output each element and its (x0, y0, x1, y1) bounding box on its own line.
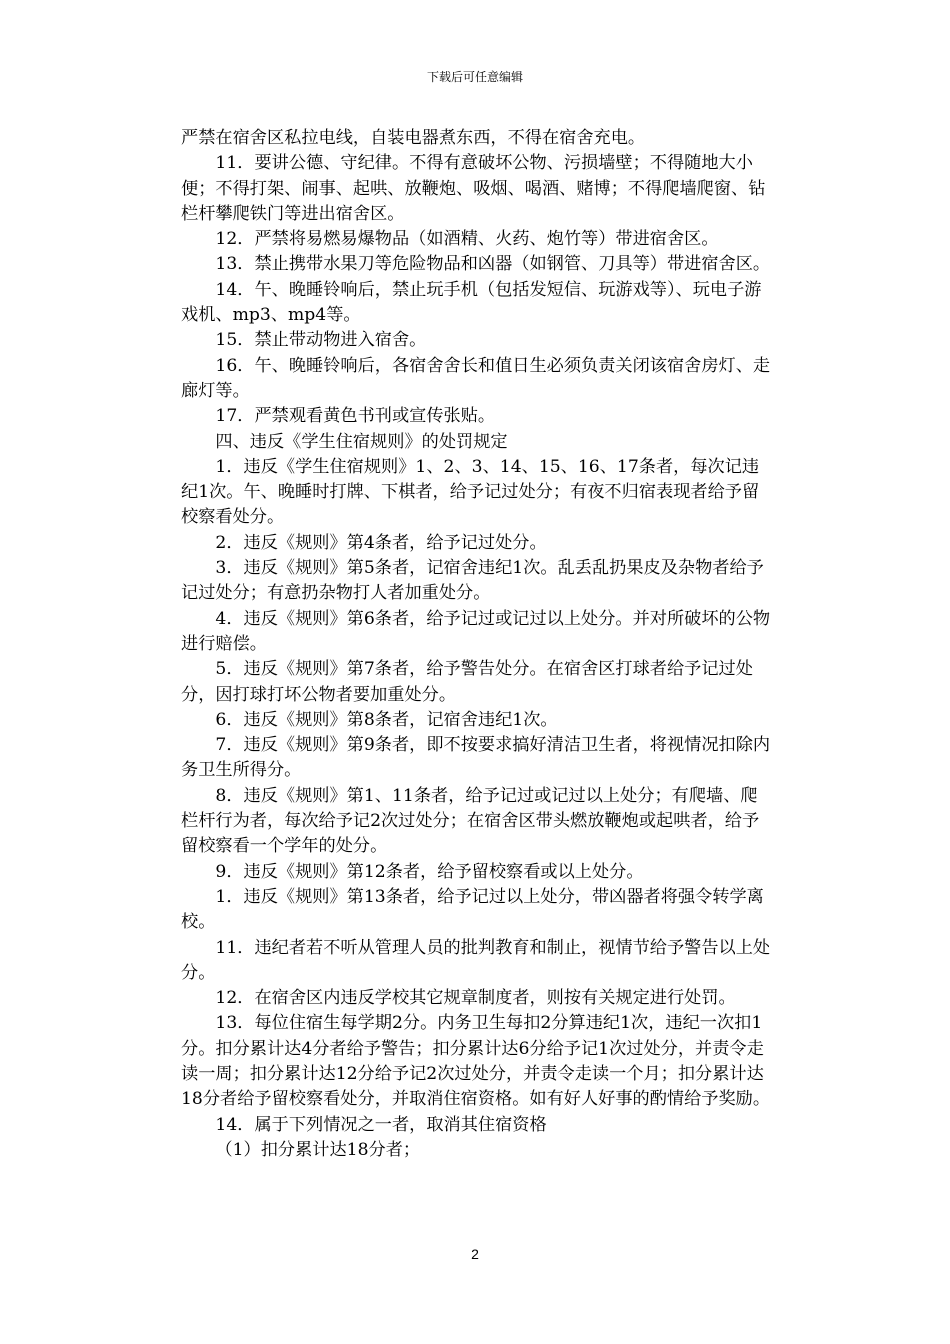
paragraph-penalty-11: 11．违纪者若不听从管理人员的批判教育和制止，视情节给予警告以上处分。 (181, 937, 771, 983)
paragraph-penalty-10: 1．违反《规则》第13条者，给予记过以上处分，带凶器者将强令转学离校。 (181, 886, 764, 933)
paragraph-rule-11: 11．要讲公德、守纪律。不得有意破坏公物、污损墙壁；不得随地大小便；不得打架、闹事、起哄、放鞭炮、吸烟、喝酒、赌博；不得爬墙爬窗、钻栏杆攀爬铁门等进出宿舍区。 (181, 153, 766, 224)
paragraph-penalty-4: 4．违反《规则》第6条者，给予记过或记过以上处分。并对所破坏的公物进行赔偿。 (181, 608, 771, 654)
paragraph-penalty-5: 5．违反《规则》第7条者，给予警告处分。在宿舍区打球者给予记过处分，因打球打坏公物者要加重处分。 (181, 659, 753, 705)
paragraph-rule-14: 14．午、晚睡铃响后，禁止玩手机（包括发短信、玩游戏等）、玩电子游戏机、mp3、mp4等。 (181, 279, 762, 326)
page-header: 下载后可任意编辑 (426, 70, 523, 84)
paragraph-rule-16: 16．午、晚睡铃响后，各宿舍舍长和值日生必须负责关闭该宿舍房灯、走廊灯等。 (181, 355, 771, 401)
paragraph-rule-15: 15．禁止带动物进入宿舍。 (215, 330, 427, 351)
paragraph-penalty-7: 7．违反《规则》第9条者，即不按要求搞好清洁卫生者，将视情况扣除内务卫生所得分。 (181, 735, 771, 781)
paragraph-rule-12: 12．严禁将易燃易爆物品（如酒精、火药、炮竹等）带进宿舍区。 (215, 229, 719, 250)
page-number: 2 (471, 1246, 479, 1262)
paragraph-penalty-6: 6．违反《规则》第8条者，记宿舍违纪1次。 (215, 709, 558, 730)
document-body (181, 126, 771, 1163)
paragraph-penalty-14: 14．属于下列情况之一者，取消其住宿资格 (215, 1114, 547, 1135)
paragraph-penalty-12: 12．在宿舍区内违反学校其它规章制度者，则按有关规定进行处罚。 (215, 988, 736, 1009)
paragraph-rule-13: 13．禁止携带水果刀等危险物品和凶器（如钢管、刀具等）带进宿舍区。 (215, 254, 771, 275)
paragraph-rule-17: 17．严禁观看黄色书刊或宣传张贴。 (215, 406, 496, 427)
paragraph-penalty-1: 1．违反《学生住宿规则》1、2、3、14、15、16、17条者，每次记违纪1次。午、晚睡时打牌、下棋者，给予记过处分；有夜不归宿表现者给予留校察看处分。 (181, 456, 760, 528)
paragraph-penalty-8: 8．违反《规则》第1、11条者，给予记过或记过以上处分；有爬墙、爬栏杆行为者，每次给予记2次过处分；在宿舍区带头燃放鞭炮或起哄者，给予留校察看一个学年的处分。 (181, 785, 760, 857)
paragraph-list-item-1: （1）扣分累计达18分者； (215, 1139, 421, 1160)
paragraph-penalty-9: 9．违反《规则》第12条者，给予留校察看或以上处分。 (215, 861, 644, 882)
paragraph-penalty-13: 13．每位住宿生每学期2分。内务卫生每扣2分算违纪1次，违纪一次扣1分。扣分累计达4分者给予警告；扣分累计达6分给予记1次过处分，并责令走读一周；扣分累计达12分给予记2次过处分，并责令走读一个月；扣分累计达18分者给予留校察看处分，并取消住宿资格。如有好人好事的酌情给予奖励。 (181, 1013, 771, 1110)
section-heading: 四、违反《学生住宿规则》的处罚规定 (215, 431, 508, 452)
paragraph-penalty-3: 3．违反《规则》第5条者，记宿舍违纪1次。乱丢乱扔果皮及杂物者给予记过处分；有意扔杂物打人者加重处分。 (181, 558, 764, 604)
paragraph-continuation: 严禁在宿舍区私拉电线，自装电器煮东西，不得在宿舍充电。 (181, 128, 646, 148)
paragraph-penalty-2: 2．违反《规则》第4条者，给予记过处分。 (215, 532, 547, 553)
